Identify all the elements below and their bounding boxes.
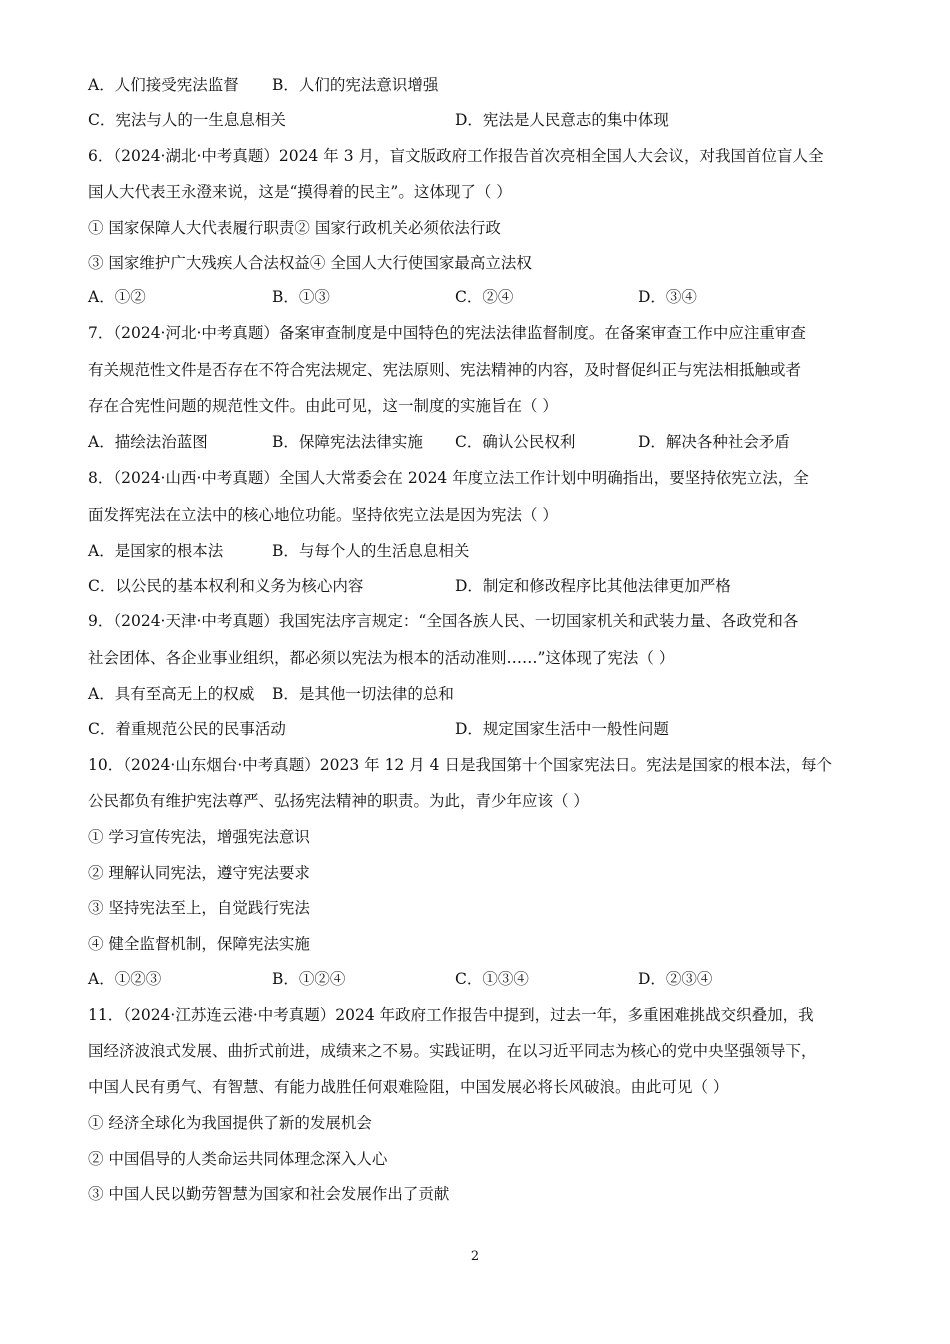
q7-option-a: A．描绘法治蓝图 (88, 433, 208, 451)
q11-stem-line-3: 中国人民有勇气、有智慧、有能力战胜任何艰难险阻，中国发展必将长风破浪。由此可见（ ） (88, 1078, 729, 1096)
q10-stem-line-2: 公民都负有维护宪法尊严、弘扬宪法精神的职责。为此，青少年应该（ ） (88, 792, 589, 810)
q7-stem-line-2: 有关规范性文件是否存在不符合宪法规定、宪法原则、宪法精神的内容，及时督促纠正与宪法相抵触或者 (88, 361, 802, 379)
q9-stem-line-1: 9．（2024·天津·中考真题）我国宪法序言规定：“全国各族人民、一切国家机关和武装力量、各政党和各 (88, 612, 799, 630)
q6-item-1: ① 国家保障人大代表履行职责② 国家行政机关必须依法行政 (88, 219, 501, 237)
q7-option-d: D．解决各种社会矛盾 (638, 433, 790, 451)
q9-stem-line-2: 社会团体、各企业事业组织，都必须以宪法为根本的活动准则……”这体现了宪法（ ） (88, 649, 675, 667)
q10-item-1: ① 学习宣传宪法，增强宪法意识 (88, 828, 310, 846)
q7-option-c: C．确认公民权利 (455, 433, 576, 451)
q8-stem-line-1: 8．（2024·山西·中考真题）全国人大常委会在 2024 年度立法工作计划中明确指出，要坚持依宪立法，全 (88, 469, 809, 487)
page-number: 2 (470, 1249, 480, 1264)
q10-item-4: ④ 健全监督机制，保障宪法实施 (88, 935, 310, 953)
q10-option-a: A．①②③ (88, 970, 162, 988)
q8-option-b: B．与每个人的生活息息相关 (272, 542, 470, 560)
q6-option-a: A．①② (88, 288, 146, 306)
q9-option-b: B．是其他一切法律的总和 (272, 685, 454, 703)
q5-option-b: B．人们的宪法意识增强 (272, 76, 439, 94)
q11-item-1: ① 经济全球化为我国提供了新的发展机会 (88, 1114, 372, 1132)
q5-option-a: A．人们接受宪法监督 (88, 76, 239, 94)
q7-stem-line-1: 7．（2024·河北·中考真题）备案审查制度是中国特色的宪法法律监督制度。在备案审查工作中应注重审查 (88, 324, 806, 342)
q6-option-b: B．①③ (272, 288, 330, 306)
q6-item-2: ③ 国家维护广大残疾人合法权益④ 全国人大行使国家最高立法权 (88, 254, 532, 272)
q6-stem-line-1: 6．（2024·湖北·中考真题）2024 年 3 月，盲文版政府工作报告首次亮相全国人大会议，对我国首位盲人全 (88, 147, 824, 165)
q5-option-d: D．宪法是人民意志的集中体现 (455, 111, 669, 129)
q10-option-d: D．②③④ (638, 970, 713, 988)
q5-option-c: C．宪法与人的一生息息相关 (88, 111, 286, 129)
q11-stem-line-2: 国经济波浪式发展、曲折式前进，成绩来之不易。实践证明，在以习近平同志为核心的党中央坚强领导下， (88, 1042, 817, 1060)
q8-option-d: D．制定和修改程序比其他法律更加严格 (455, 577, 731, 595)
q6-stem-line-2: 国人大代表王永澄来说，这是“摸得着的民主”。这体现了（ ） (88, 183, 512, 201)
q11-item-3: ③ 中国人民以勤劳智慧为国家和社会发展作出了贡献 (88, 1185, 450, 1203)
q9-option-d: D．规定国家生活中一般性问题 (455, 720, 669, 738)
q10-stem-line-1: 10．（2024·山东烟台·中考真题）2023 年 12 月 4 日是我国第十个国家宪法日。宪法是国家的根本法，每个 (88, 756, 832, 774)
q10-option-b: B．①②④ (272, 970, 346, 988)
q9-option-a: A．具有至高无上的权威 (88, 685, 255, 703)
q6-option-c: C．②④ (455, 288, 514, 306)
q8-option-c: C．以公民的基本权利和义务为核心内容 (88, 577, 364, 595)
q10-item-3: ③ 坚持宪法至上，自觉践行宪法 (88, 899, 310, 917)
q9-option-c: C．着重规范公民的民事活动 (88, 720, 286, 738)
q10-item-2: ② 理解认同宪法，遵守宪法要求 (88, 864, 310, 882)
q7-option-b: B．保障宪法法律实施 (272, 433, 423, 451)
q6-option-d: D．③④ (638, 288, 697, 306)
q10-option-c: C．①③④ (455, 970, 529, 988)
q7-stem-line-3: 存在合宪性问题的规范性文件。由此可见，这一制度的实施旨在（ ） (88, 397, 558, 415)
q8-stem-line-2: 面发挥宪法在立法中的核心地位功能。坚持依宪立法是因为宪法（ ） (88, 506, 558, 524)
q8-option-a: A．是国家的根本法 (88, 542, 224, 560)
q11-item-2: ② 中国倡导的人类命运共同体理念深入人心 (88, 1150, 388, 1168)
q11-stem-line-1: 11．（2024·江苏连云港·中考真题）2024 年政府工作报告中提到，过去一年，多重困难挑战交织叠加，我 (88, 1006, 814, 1024)
